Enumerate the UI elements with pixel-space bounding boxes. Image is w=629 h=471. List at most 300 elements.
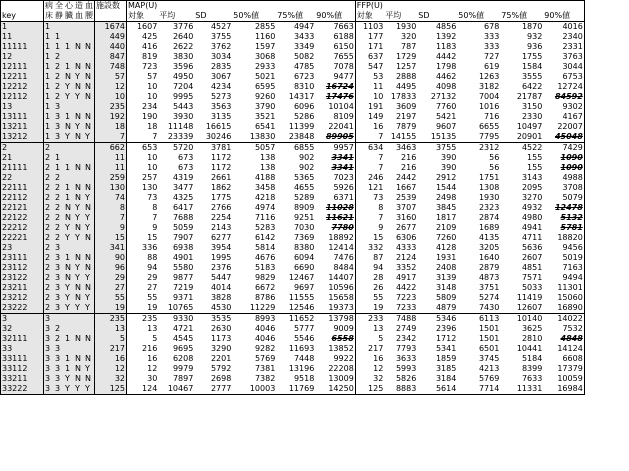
table-cell: 6558	[315, 334, 355, 344]
table-cell: 2	[54, 334, 64, 344]
table-cell: 9302	[543, 102, 584, 112]
header-cell: 平均	[158, 11, 194, 22]
table-cell: 2	[54, 82, 64, 92]
header-cell: 血	[75, 11, 83, 20]
table-cell: 2	[54, 223, 64, 233]
table-cell: 16	[147, 354, 158, 363]
table-cell: 138	[260, 153, 276, 162]
table-cell: N	[74, 374, 84, 384]
table-cell: 12	[1, 52, 44, 62]
table-cell: 1584	[521, 62, 543, 71]
table-row	[1, 193, 585, 203]
table-cell: N	[84, 334, 95, 344]
table-cell: 9330	[158, 314, 194, 325]
table-cell: 4785	[293, 62, 315, 71]
table-cell: 662	[95, 143, 127, 154]
table-cell: 7163	[543, 263, 584, 273]
table-row	[1, 324, 585, 334]
table-cell: 8909	[293, 203, 315, 212]
table-cell: 748	[95, 62, 127, 72]
table-cell: 2201	[210, 354, 232, 363]
table-cell	[64, 22, 74, 33]
table-cell: 6595	[254, 82, 276, 91]
table-cell: 7	[378, 213, 384, 222]
table-cell: 4879	[435, 303, 457, 312]
table-cell: 390	[441, 163, 457, 172]
table-cell: 121	[368, 183, 384, 192]
table-cell: 333	[484, 32, 500, 41]
table-cell: 23339	[167, 132, 194, 141]
table-cell: 12	[95, 82, 127, 92]
table-cell: 7476	[315, 253, 355, 263]
table-cell: 2143	[210, 223, 232, 232]
table-cell: 3708	[543, 183, 584, 193]
table-cell: Y	[64, 303, 74, 314]
table-cell: Y	[74, 72, 84, 82]
table-cell: 10441	[516, 344, 543, 353]
table-cell: 22121	[1, 203, 44, 213]
table-cell: 3352	[395, 263, 417, 272]
table-cell: 12607	[516, 303, 543, 312]
table-cell: 1308	[478, 183, 500, 192]
table-cell	[84, 243, 95, 253]
table-cell: N	[84, 42, 95, 52]
table-cell	[84, 153, 95, 163]
table-cell: 3	[44, 344, 55, 354]
table-cell: 12112	[1, 92, 44, 102]
table-row	[1, 82, 585, 92]
table-cell: 2879	[478, 263, 500, 272]
table-cell: 1	[1, 22, 44, 33]
table-cell: 1995	[210, 253, 232, 262]
table-cell: N	[84, 263, 95, 273]
table-cell: 190	[142, 112, 158, 121]
table-cell: 10497	[516, 122, 543, 131]
table-cell: Y	[84, 303, 95, 314]
table-cell: 4901	[172, 253, 194, 262]
table-cell: 1667	[395, 183, 417, 192]
table-cell: 23111	[1, 253, 44, 263]
table-cell: 10765	[167, 303, 194, 312]
table-cell: 7004	[478, 92, 500, 101]
table-cell: 1172	[210, 153, 232, 162]
table-cell: 7430	[478, 303, 500, 312]
table-cell: 716	[484, 112, 500, 121]
table-cell: N	[64, 122, 74, 132]
table-cell: 12111	[1, 62, 44, 72]
table-cell: 3	[54, 122, 64, 132]
table-cell: 5777	[293, 324, 315, 333]
table-cell: 192	[95, 112, 127, 122]
table-cell: 32	[373, 374, 384, 383]
table-cell: 10	[147, 92, 158, 101]
table-cell: 7448	[293, 354, 315, 363]
table-row	[1, 153, 585, 163]
table-cell: 787	[401, 42, 417, 51]
table-cell: 2	[44, 273, 55, 283]
table-cell: 16724	[315, 82, 355, 92]
table-cell: 10	[95, 92, 127, 102]
table-cell: 1	[44, 132, 55, 143]
table-cell: 3135	[210, 112, 232, 121]
table-cell: 7204	[172, 82, 194, 91]
table-cell: Y	[64, 132, 74, 143]
table-cell: 1751	[478, 173, 500, 182]
table-cell: 2	[44, 243, 55, 253]
header-cell: 75%値	[276, 11, 315, 22]
table-cell: 5993	[395, 364, 417, 373]
table-cell: Y	[74, 213, 84, 223]
table-cell: N	[74, 112, 84, 122]
table-row	[1, 42, 585, 52]
table-cell: 13009	[315, 374, 355, 384]
table-cell: 33211	[1, 374, 44, 384]
table-cell: 32	[1, 324, 44, 334]
table-cell: 7663	[315, 22, 355, 33]
table-cell: 17833	[390, 92, 417, 101]
table-cell: 4213	[478, 364, 500, 373]
table-cell: 29	[147, 273, 158, 282]
table-cell: 23222	[1, 303, 44, 314]
table-row	[1, 163, 585, 173]
table-cell: 1	[44, 102, 55, 112]
table-cell: 1	[54, 163, 64, 173]
table-cell: 9009	[315, 324, 355, 334]
table-cell: 4098	[435, 82, 457, 91]
table-cell	[84, 173, 95, 183]
table-cell: 3463	[384, 143, 417, 154]
table-cell: 7	[95, 213, 127, 223]
table-cell: 5580	[172, 263, 194, 272]
table-cell: 3205	[478, 243, 500, 252]
table-cell: 3	[54, 112, 64, 122]
table-cell: 9995	[172, 92, 194, 101]
table-cell: 5021	[254, 72, 276, 81]
table-cell: 125	[355, 384, 384, 395]
table-cell: 4988	[543, 173, 584, 183]
table-row	[1, 293, 585, 303]
table-cell: 3044	[543, 62, 584, 72]
table-cell: 2912	[435, 173, 457, 182]
table-cell: 3341	[315, 153, 355, 163]
table-cell: 3	[54, 374, 64, 384]
table-cell: 90	[95, 253, 127, 263]
table-cell: 2330	[521, 112, 543, 121]
table-cell: 233	[355, 314, 384, 325]
table-cell: 11693	[288, 344, 315, 353]
table-cell: 1862	[210, 183, 232, 192]
table-cell: 2630	[210, 324, 232, 333]
table-cell: N	[64, 203, 74, 213]
table-cell: 4234	[210, 82, 232, 91]
table-cell	[74, 22, 84, 33]
table-cell: 9979	[172, 364, 194, 373]
table-cell: 14124	[543, 344, 584, 354]
table-cell: 5365	[293, 173, 315, 182]
table-cell: 9260	[254, 92, 276, 101]
table-cell: 2323	[478, 203, 500, 212]
table-cell	[74, 102, 84, 112]
header-row	[1, 1, 585, 12]
table-cell: 4980	[521, 213, 543, 222]
table-cell: 1501	[478, 334, 500, 343]
table-cell: 3763	[543, 52, 584, 62]
table-cell: 216	[401, 153, 417, 162]
table-cell: 5059	[172, 223, 194, 232]
table-cell: 21	[1, 153, 44, 163]
table-cell: 4442	[435, 52, 457, 61]
table-cell: 11	[95, 153, 127, 163]
header-cell: SD	[194, 11, 232, 22]
table-cell: 2408	[435, 263, 457, 272]
header-cell	[315, 1, 355, 12]
table-cell	[84, 143, 95, 154]
table-cell: 1	[64, 334, 74, 344]
table-cell: 2	[44, 263, 55, 273]
table-cell: 6188	[315, 32, 355, 42]
table-cell: 5019	[543, 253, 584, 263]
table-cell: Y	[64, 82, 74, 92]
table-cell: 23122	[1, 273, 44, 283]
table-cell: 6672	[254, 283, 276, 292]
table-cell: 125	[95, 384, 127, 395]
table-cell	[64, 173, 74, 183]
table-cell: 1	[54, 32, 64, 42]
table-cell: 5781	[543, 223, 584, 233]
header-cell: 50%値	[457, 11, 500, 22]
table-cell: 5769	[254, 354, 276, 363]
table-cell	[84, 314, 95, 325]
table-cell: 5341	[435, 344, 457, 353]
table-cell: 1392	[435, 32, 457, 41]
table-cell: 23	[1, 243, 44, 253]
table-cell: 1712	[435, 334, 457, 343]
table-cell: 3954	[210, 243, 232, 252]
table-cell: 5792	[210, 364, 232, 373]
table-cell: N	[84, 62, 95, 72]
header-cell: 75%値	[500, 11, 543, 22]
table-cell: 7795	[478, 132, 500, 141]
table-cell: 3745	[478, 354, 500, 363]
table-cell: 246	[368, 173, 384, 182]
table-cell: N	[74, 283, 84, 293]
table-cell: 4319	[172, 173, 194, 182]
header-cell: 造	[75, 1, 83, 10]
table-cell: 191	[368, 102, 384, 111]
table-cell: 2677	[395, 223, 417, 232]
table-cell: 2	[44, 283, 55, 293]
table-cell: 8786	[254, 293, 276, 302]
table-cell: 4974	[254, 203, 276, 212]
table-cell	[54, 143, 64, 154]
table-cell: 332	[368, 243, 384, 252]
header-cell	[1, 1, 44, 12]
table-cell: 1	[44, 92, 55, 102]
table-cell: 18	[95, 122, 127, 132]
table-cell: 1	[64, 183, 74, 193]
table-row	[1, 213, 585, 223]
table-cell: 1	[64, 112, 74, 122]
table-cell: 449	[95, 32, 127, 42]
table-row	[1, 233, 585, 243]
table-cell: 21787	[516, 92, 543, 101]
table-cell: Y	[64, 293, 74, 303]
table-cell: 155	[527, 163, 543, 172]
table-cell: 12478	[543, 203, 584, 213]
table-cell: 653	[127, 143, 159, 154]
table-cell: 10059	[543, 374, 584, 384]
table-cell: 7381	[254, 364, 276, 373]
table-cell: 416	[142, 42, 158, 51]
table-cell	[84, 22, 95, 33]
table-cell: 1090	[543, 153, 584, 163]
table-cell: 3139	[435, 273, 457, 282]
table-cell: 12	[95, 364, 127, 374]
table-cell: 8109	[315, 112, 355, 122]
table-cell: 7429	[543, 143, 584, 154]
table-cell: 7655	[315, 52, 355, 62]
table-cell: 2340	[543, 32, 584, 42]
table-cell	[54, 22, 64, 33]
table-cell: 130	[95, 183, 127, 193]
table-cell: 4655	[293, 183, 315, 192]
table-cell: 9494	[543, 273, 584, 283]
table-cell: Y	[64, 374, 74, 384]
table-cell: 22208	[315, 364, 355, 374]
table-cell: 2442	[395, 173, 417, 182]
table-cell: 5	[95, 334, 127, 344]
table-cell: 9	[95, 223, 127, 233]
table-cell: 3781	[194, 143, 232, 154]
table-cell: 1257	[395, 62, 417, 71]
table-cell: 33112	[1, 364, 44, 374]
table-cell: 88	[147, 253, 158, 262]
header-cell: 90%値	[315, 11, 355, 22]
header-cell: SD	[417, 11, 457, 22]
table-cell: Y	[84, 273, 95, 283]
table-cell: Y	[74, 384, 84, 395]
table-cell: Y	[84, 132, 95, 143]
table-cell: 26	[373, 283, 384, 292]
table-cell: 3160	[395, 213, 417, 222]
table-cell: N	[84, 92, 95, 102]
table-row	[1, 273, 585, 283]
table-cell: 1775	[210, 193, 232, 202]
table-cell	[84, 102, 95, 112]
table-cell: N	[74, 62, 84, 72]
table-cell: 2396	[435, 324, 457, 333]
table-cell: 1	[64, 62, 74, 72]
table-cell: 7023	[315, 173, 355, 183]
table-cell: 1016	[478, 102, 500, 111]
table-cell: 23848	[288, 132, 315, 141]
table-cell: 2	[44, 193, 55, 203]
table-cell: N	[74, 253, 84, 263]
table-cell: 11652	[276, 314, 315, 325]
table-cell: 10	[373, 92, 384, 101]
header-cell: 平均	[384, 11, 417, 22]
table-cell: 4333	[395, 243, 417, 252]
table-cell: 2	[54, 203, 64, 213]
table-row	[1, 22, 585, 33]
table-cell: 2312	[457, 143, 500, 154]
table-cell: 257	[142, 173, 158, 182]
table-cell: 2	[54, 324, 64, 334]
table-cell: 12	[373, 364, 384, 373]
table-cell: 932	[527, 32, 543, 41]
table-cell: 3	[44, 364, 55, 374]
table-cell: 177	[368, 32, 384, 41]
table-cell	[84, 324, 95, 334]
table-row	[1, 132, 585, 143]
table-cell: 3	[54, 273, 64, 283]
table-row	[1, 354, 585, 364]
table-cell: 6208	[172, 354, 194, 363]
table-cell: 9477	[315, 72, 355, 82]
table-cell: 3290	[210, 344, 232, 353]
table-cell: 4188	[254, 173, 276, 182]
table-cell: 936	[527, 42, 543, 51]
table-cell: 7488	[384, 314, 417, 325]
table-cell: 9518	[293, 374, 315, 383]
table-cell: 5814	[254, 243, 276, 252]
table-cell: 6608	[543, 354, 584, 364]
table-cell: N	[74, 193, 84, 203]
table-cell: 5132	[543, 213, 584, 223]
table-cell: 4046	[254, 334, 276, 343]
table-cell: 4941	[521, 223, 543, 232]
table-cell: 4135	[478, 233, 500, 242]
table-cell: 4128	[435, 243, 457, 252]
table-cell: 2	[54, 173, 64, 183]
table-cell: 4545	[172, 334, 194, 343]
table-cell: 3751	[478, 283, 500, 292]
table-cell: 5283	[254, 223, 276, 232]
table-cell: 902	[299, 153, 315, 162]
table-cell: 19	[147, 303, 158, 312]
table-cell: 4495	[395, 82, 417, 91]
table-cell	[84, 52, 95, 62]
table-row	[1, 243, 585, 253]
header-cell: 施設数	[95, 1, 127, 12]
header-cell	[500, 1, 543, 12]
table-cell: 9695	[172, 344, 194, 353]
table-cell	[64, 324, 74, 334]
table-cell: 4711	[521, 233, 543, 242]
table-cell: 13111	[1, 112, 44, 122]
table-cell: 4530	[210, 303, 232, 312]
table-cell: 1	[64, 163, 74, 173]
table-cell: 94	[147, 263, 158, 272]
table-cell: 14155	[390, 132, 417, 141]
table-cell: 57	[147, 72, 158, 81]
table-cell: 2	[54, 193, 64, 203]
table-cell: 3458	[254, 183, 276, 192]
table-cell: 7907	[172, 233, 194, 242]
table-cell	[64, 102, 74, 112]
table-cell: 9829	[254, 273, 276, 282]
table-cell: 5926	[315, 183, 355, 193]
table-cell: 13	[373, 324, 384, 333]
table-cell: 5720	[158, 143, 194, 154]
table-cell: 12414	[315, 243, 355, 253]
table-row	[1, 303, 585, 314]
table-cell: 7	[95, 132, 127, 143]
table-cell: 11028	[315, 203, 355, 213]
table-cell: 3563	[210, 102, 232, 111]
table-cell: N	[74, 42, 84, 52]
table-cell: 3776	[172, 22, 194, 31]
